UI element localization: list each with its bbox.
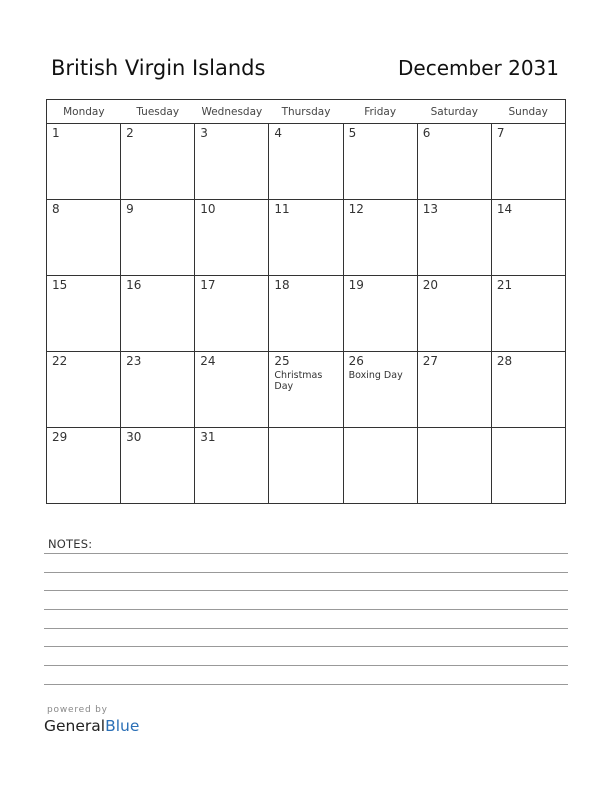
day-number: 19 [348,278,364,292]
day-cell[interactable] [343,276,417,352]
day-number: 21 [496,278,513,292]
day-cell[interactable] [47,200,121,276]
day-number: 10 [200,202,216,216]
day-number: 12 [348,202,364,216]
day-number: 9 [126,202,134,216]
day-cell[interactable] [343,124,417,200]
holiday-label: Christmas Day [274,370,323,392]
day-number: 1 [52,126,60,140]
day-number: 16 [126,278,142,292]
note-line [44,572,568,573]
day-number: 30 [126,430,142,444]
day-cell[interactable] [47,124,121,200]
holiday-label: Boxing Day [348,370,403,381]
day-number: 4 [274,126,283,140]
weekday-header-row [47,100,566,124]
day-number: 17 [200,278,216,292]
weekday-header: Sunday [491,100,565,124]
day-number: 22 [52,354,68,368]
day-cell[interactable] [195,352,269,428]
weekday-header: Saturday [417,100,491,124]
day-number: 27 [422,354,438,368]
day-number: 31 [200,430,216,444]
day-number: 26 [348,354,364,368]
day-cell[interactable] [269,276,343,352]
weekday-header: Tuesday [121,100,195,124]
note-line [44,665,568,666]
page-title: British Virgin Islands [51,56,266,80]
day-cell[interactable] [417,124,491,200]
day-cell[interactable] [195,276,269,352]
week-row [47,124,566,200]
calendar-grid [46,99,566,504]
weekday-header: Friday [343,100,417,124]
day-number: 3 [200,126,208,140]
powered-by-label: powered by [47,705,108,715]
day-number: 29 [52,430,68,444]
day-cell[interactable] [343,352,417,428]
day-number: 7 [496,126,505,140]
week-row [47,200,566,276]
day-cell[interactable] [491,352,565,428]
brand-general-text: General [44,717,106,735]
day-number: 13 [422,202,438,216]
day-cell[interactable] [417,352,491,428]
note-line [44,684,568,685]
day-cell[interactable] [269,352,343,428]
day-cell[interactable] [269,124,343,200]
day-cell[interactable] [195,428,269,504]
weekday-header: Monday [47,100,121,124]
week-row [47,352,566,428]
day-number: 5 [348,126,357,140]
day-cell[interactable] [47,276,121,352]
day-cell[interactable] [417,276,491,352]
day-cell[interactable] [491,428,565,504]
day-cell[interactable] [121,428,195,504]
week-row [47,276,566,352]
day-cell[interactable] [269,428,343,504]
day-cell[interactable] [343,200,417,276]
day-number: 20 [422,278,438,292]
generalblue-logo[interactable] [44,717,139,735]
day-cell[interactable] [47,428,121,504]
day-number: 18 [274,278,290,292]
day-cell[interactable] [195,124,269,200]
note-line [44,646,568,647]
day-number: 28 [496,354,513,368]
note-line [44,609,568,610]
note-line [44,628,568,629]
day-number: 2 [126,126,134,140]
day-number: 25 [274,354,290,368]
day-cell[interactable] [491,124,565,200]
day-cell[interactable] [269,200,343,276]
weekday-header: Wednesday [195,100,269,124]
notes-label: NOTES: [48,537,93,551]
note-line [44,590,568,591]
weekday-header: Thursday [269,100,343,124]
day-cell[interactable] [121,276,195,352]
day-number: 14 [496,202,513,216]
day-cell[interactable] [195,200,269,276]
day-cell[interactable] [121,124,195,200]
day-number: 11 [274,202,290,216]
day-cell[interactable] [417,200,491,276]
day-number: 6 [422,126,431,140]
day-number: 8 [52,202,60,216]
note-line [44,553,568,554]
day-number: 23 [126,354,142,368]
month-title: December 2031 [398,56,559,80]
day-cell[interactable] [121,352,195,428]
day-cell[interactable] [121,200,195,276]
day-cell[interactable] [47,352,121,428]
day-cell[interactable] [491,276,565,352]
day-number: 15 [52,278,68,292]
brand-blue-text: Blue [105,717,140,735]
day-cell[interactable] [491,200,565,276]
day-cell[interactable] [343,428,417,504]
day-cell[interactable] [417,428,491,504]
day-number: 24 [200,354,216,368]
week-row [47,428,566,504]
